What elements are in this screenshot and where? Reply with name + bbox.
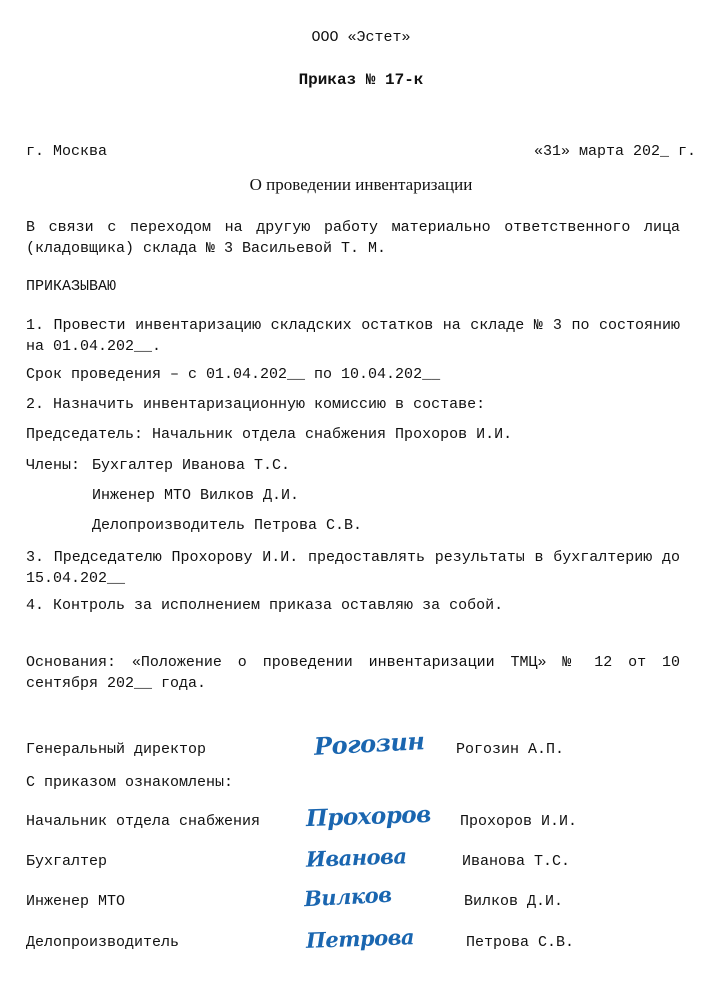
acquaintance-signature: Вилков xyxy=(303,881,393,912)
term-line: Срок проведения – с 01.04.202__ по 10.04.202__ xyxy=(26,366,441,383)
acquaintance-name: Вилков Д.И. xyxy=(464,893,564,910)
basis-paragraph: Основания: «Положение о проведении инвентаризации ТМЦ» № 12 от 10 сентября 202__ года. xyxy=(26,654,680,692)
intro-paragraph: В связи с переходом на другую работу материально ответственного лица (кладовщика) склада № 3 Васильевой Т. М. xyxy=(26,219,680,257)
acquaintance-signature: Иванова xyxy=(305,843,407,872)
order-word: ПРИКАЗЫВАЮ xyxy=(26,278,117,295)
member-3: Делопроизводитель Петрова С.В. xyxy=(92,517,363,534)
clause-4: 4. Контроль за исполнением приказа оставляю за собой. xyxy=(26,597,504,614)
clause-2: 2. Назначить инвентаризационную комиссию в составе: xyxy=(26,396,486,413)
order-date: «31» марта 202_ г. xyxy=(533,143,696,160)
acquainted-label: С приказом ознакомлены: xyxy=(26,774,234,791)
acquaintance-position: Делопроизводитель xyxy=(26,934,180,951)
members-label: Члены: xyxy=(26,457,81,474)
acquaintance-name: Иванова Т.С. xyxy=(462,853,571,870)
order-title: Приказ № 17-к xyxy=(298,71,424,89)
clause-1: 1. Провести инвентаризацию складских остатков на складе № 3 по состоянию на 01.04.202__. xyxy=(26,317,680,355)
acquaintance-position: Начальник отдела снабжения xyxy=(26,813,261,830)
company-name: ООО «Эстет» xyxy=(311,29,411,46)
order-subject: О проведении инвентаризации xyxy=(249,175,473,194)
acquaintance-position: Инженер МТО xyxy=(26,893,126,910)
commission-chair: Председатель: Начальник отдела снабжения Прохоров И.И. xyxy=(26,426,513,443)
member-2: Инженер МТО Вилков Д.И. xyxy=(92,487,300,504)
city: г. Москва xyxy=(26,143,108,160)
acquaintance-name: Петрова С.В. xyxy=(466,934,575,951)
acquaintance-position: Бухгалтер xyxy=(26,853,108,870)
clause-3: 3. Председателю Прохорову И.И. предоставлять результаты в бухгалтерию до 15.04.202__ xyxy=(26,549,680,587)
acquaintance-name: Прохоров И.И. xyxy=(460,813,578,830)
member-1: Бухгалтер Иванова Т.С. xyxy=(92,457,291,474)
director-signature: Рогозин xyxy=(313,726,426,761)
acquaintance-signature: Прохоров xyxy=(305,800,432,833)
acquaintance-signature: Петрова xyxy=(305,924,415,953)
director-position: Генеральный директор xyxy=(26,741,207,758)
director-name: Рогозин А.П. xyxy=(456,741,565,758)
